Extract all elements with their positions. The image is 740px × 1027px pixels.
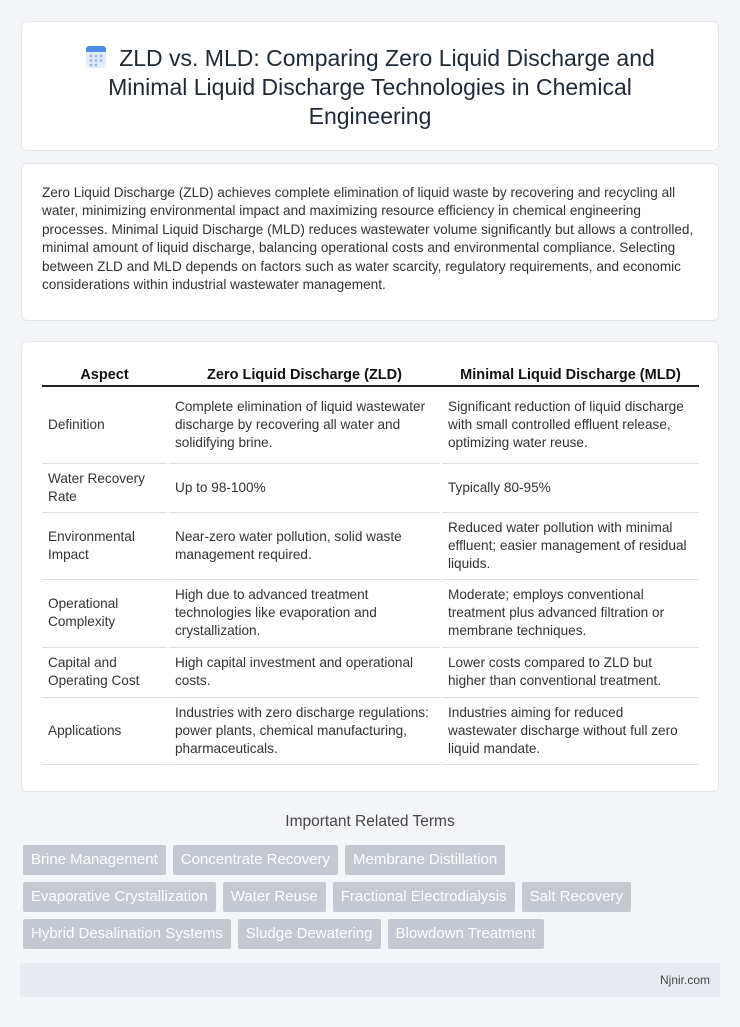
aspect-cell: Operational Complexity: [42, 579, 168, 647]
aspect-cell: Environmental Impact: [42, 512, 168, 579]
table-header-row: [42, 364, 699, 386]
mld-cell: Industries aiming for reduced wastewater discharge without full zero liquid mandate.: [441, 697, 699, 764]
mld-cell: Lower costs compared to ZLD but higher than conventional treatment.: [441, 647, 699, 697]
document-icon: [85, 45, 107, 69]
table-row: [42, 579, 699, 647]
tag-membrane-distillation[interactable]: Membrane Distillation: [345, 845, 505, 875]
mld-cell: Moderate; employs conventional treatment plus advanced filtration or membrane techniques.: [441, 579, 699, 647]
footer: [20, 963, 720, 997]
title-card: [21, 21, 719, 151]
page-title: [62, 44, 678, 131]
mld-cell: Typically 80-95%: [441, 463, 699, 512]
related-terms-title: Important Related Terms: [285, 813, 455, 830]
tag-blowdown-treatment[interactable]: Blowdown Treatment: [388, 919, 544, 949]
footer-site-link[interactable]: Njnir.com: [659, 973, 710, 987]
tag-hybrid-desalination-systems[interactable]: Hybrid Desalination Systems: [23, 919, 231, 949]
tag-row: [23, 882, 723, 912]
table-row: [42, 697, 699, 764]
aspect-cell: Capital and Operating Cost: [42, 647, 168, 697]
table-row: [42, 512, 699, 579]
aspect-cell: Applications: [42, 697, 168, 764]
tag-concentrate-recovery[interactable]: Concentrate Recovery: [173, 845, 338, 875]
table-row: [42, 386, 699, 463]
tag-evaporative-crystallization[interactable]: Evaporative Crystallization: [23, 882, 216, 912]
intro-paragraph: Zero Liquid Discharge (ZLD) achieves complete elimination of liquid waste by recovering and recycling all water, minimizing environmental impact and maximizing resource efficiency in chemical engineering processes. Minimal Liquid Discharge (MLD) reduces wastewater volume significantly but allows a controlled, minimal amount of liquid discharge, balancing operational costs and environmental compliance. Selecting between ZLD and MLD depends on factors such as water scarcity, regulatory requirements, and economic considerations within industrial wastewater management.: [42, 185, 694, 293]
aspect-cell: Definition: [42, 386, 168, 463]
mld-cell: Significant reduction of liquid discharge with small controlled effluent release, optimizing water reuse.: [441, 386, 699, 463]
tag-row: [23, 845, 723, 875]
header-aspect: Aspect: [42, 364, 168, 386]
aspect-cell: Water Recovery Rate: [42, 463, 168, 512]
zld-cell: Complete elimination of liquid wastewater discharge by recovering all water and solidifying brine.: [168, 386, 441, 463]
tag-sludge-dewatering[interactable]: Sludge Dewatering: [238, 919, 381, 949]
tag-row: [23, 919, 723, 949]
mld-cell: Reduced water pollution with minimal effluent; easier management of residual liquids.: [441, 512, 699, 579]
zld-cell: Industries with zero discharge regulations: power plants, chemical manufacturing, pharmaceuticals.: [168, 697, 441, 764]
page-title-text: ZLD vs. MLD: Comparing Zero Liquid Discharge and Minimal Liquid Discharge Technologies in Chemical Engineering: [108, 45, 655, 129]
zld-cell: High capital investment and operational costs.: [168, 647, 441, 697]
tag-fractional-electrodialysis[interactable]: Fractional Electrodialysis: [333, 882, 515, 912]
header-mld: Minimal Liquid Discharge (MLD): [441, 364, 699, 386]
zld-cell: High due to advanced treatment technologies like evaporation and crystallization.: [168, 579, 441, 647]
table-row: [42, 647, 699, 697]
related-terms-list: [23, 845, 723, 956]
tag-water-reuse[interactable]: Water Reuse: [223, 882, 326, 912]
zld-cell: Up to 98-100%: [168, 463, 441, 512]
comparison-card: [21, 341, 719, 792]
intro-card: [21, 163, 719, 321]
tag-salt-recovery[interactable]: Salt Recovery: [522, 882, 631, 912]
table-row: [42, 463, 699, 512]
tag-brine-management[interactable]: Brine Management: [23, 845, 166, 875]
zld-cell: Near-zero water pollution, solid waste management required.: [168, 512, 441, 579]
header-zld: Zero Liquid Discharge (ZLD): [168, 364, 441, 386]
comparison-table: [42, 364, 699, 765]
